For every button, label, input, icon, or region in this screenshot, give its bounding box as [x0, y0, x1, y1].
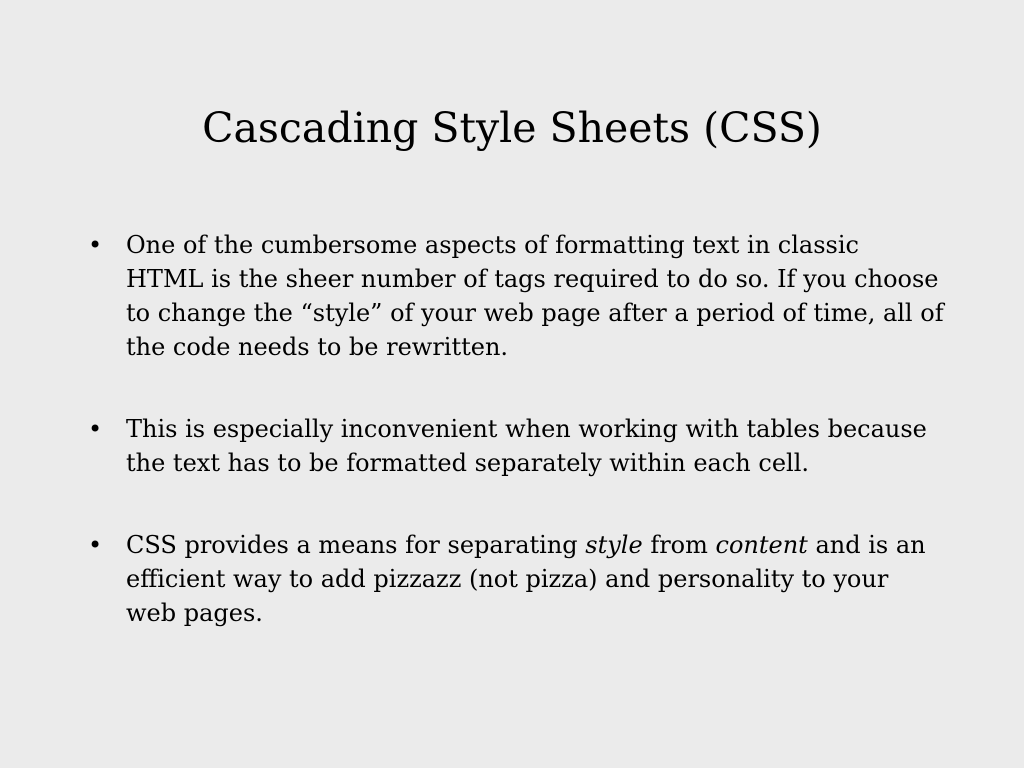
- bullet-text-segment: from: [642, 531, 716, 559]
- emphasis-content: content: [715, 531, 808, 559]
- slide-title: Cascading Style Sheets (CSS): [202, 104, 822, 152]
- bullet-list: [84, 228, 944, 678]
- bullet-item: [84, 228, 944, 364]
- bullet-text: One of the cumbersome aspects of formatting text in classic HTML is the sheer number of tags required to do so. If you choose to change the “style” of your web page after a period of time, all of the code needs to be rewritten.: [126, 231, 944, 361]
- bullet-text-segment: CSS provides a means for separating: [126, 531, 586, 559]
- bullet-item: [84, 528, 944, 630]
- bullet-icon: •: [88, 415, 103, 443]
- bullet-icon: •: [88, 531, 103, 559]
- bullet-icon: •: [88, 231, 103, 259]
- bullet-text: This is especially inconvenient when working with tables because the text has to be formatted separately within each cell.: [126, 415, 927, 477]
- bullet-text-segment: and is an efficient way to add pizzazz (not pizza) and personality to your web pages.: [126, 531, 926, 627]
- emphasis-style: style: [585, 531, 643, 559]
- bullet-item: [84, 412, 944, 480]
- bullet-text: [126, 531, 926, 627]
